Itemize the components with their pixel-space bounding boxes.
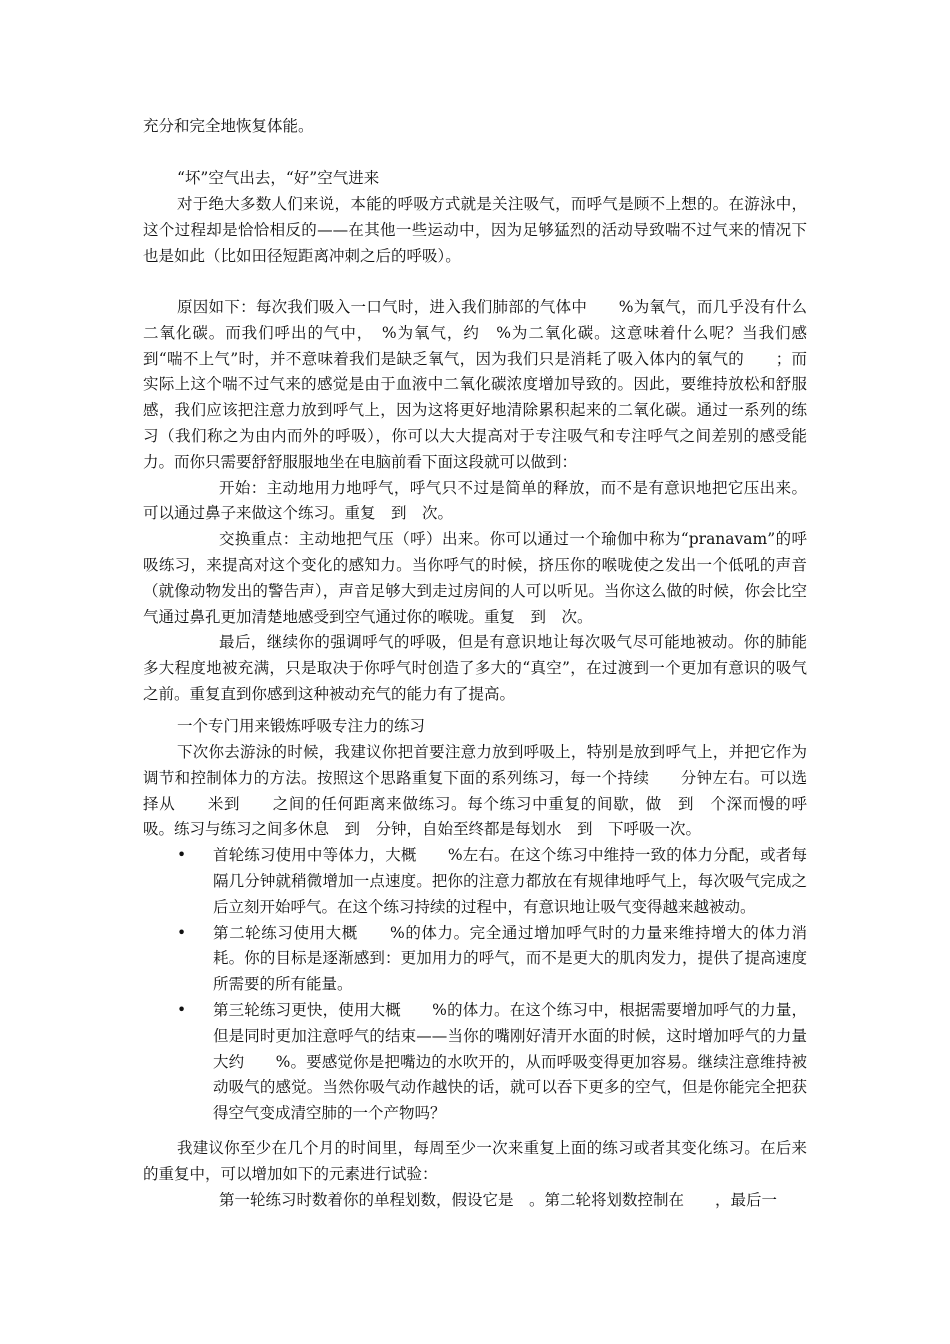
list-item <box>143 843 807 920</box>
paragraph-recovery <box>143 114 807 140</box>
bullet-marker: • <box>177 923 187 942</box>
heading-breathing-exercise: 一个专门用来锻炼呼吸专注力的练习 <box>177 717 426 735</box>
list-item-text: 第三轮练习更快，使用大概 %的体力。在这个练习中，根据需要增加呼气的力量，但是同时更加注意呼气的结束——当你的嘴刚好清开水面的时候，这时增加呼气的力量大约 %。要感觉你是把嘴边的水吹开的，从而呼吸变得更加容易。继续注意维持被动吸气的感觉。当然你吸气动作越快的话，就可以吞下更多的空气，但是你能完全把获得空气变成清空肺的一个产物吗？ <box>213 1000 807 1123</box>
section-exercise <box>143 740 807 1127</box>
list-item-text: 第二轮练习使用大概 %的体力。完全通过增加呼气时的力量来维持增大的体力消耗。你的目标是逐渐感到：更加用力的呼气，而不是更大的肌肉发力，提供了提高速度所需要的所有能量。 <box>213 923 807 994</box>
bullet-marker: • <box>177 1000 187 1019</box>
paragraph-suggestion: 我建议你至少在几个月的时间里，每周至少一次来重复上面的练习或者其变化练习。在后来的重复中，可以增加如下的元素进行试验： <box>143 1139 807 1183</box>
paragraph-reason: 原因如下：每次我们吸入一口气时，进入我们肺部的气体中 %为氧气，而几乎没有什么二氧化碳。而我们呼出的气中， %为氧气，约 %为二氧化碳。这意味着什么呢？当我们感到“喘不上气”时，并不意味着我们是缺乏氧气，因为我们只是消耗了吸入体内的氧气的 ；而实际上这个喘不过气来的感觉是由于血液中二氧化碳浓度增加导致的。因此，要维持放松和舒服感，我们应该把注意力放到呼气上，因为这将更好地清除累积起来的二氧化碳。通过一系列的练习（我们称之为由内而外的呼吸），你可以大大提高对于专注吸气和专注呼气之间差别的感受能力。而你只需要舒舒服服地坐在电脑前看下面这段就可以做到： <box>143 298 807 471</box>
list-item-text: 首轮练习使用中等体力，大概 %左右。在这个练习中维持一致的体力分配，或者每隔几分钟就稍微增加一点速度。把你的注意力都放在有规律地呼气上，每次吸气完成之后立刻开始呼气。在这个练习持续的过程中，有意识地让吸气变得越来越被动。 <box>213 846 807 916</box>
paragraph-start-exercise: 开始：主动地用力地呼气，呼气只不过是简单的释放，而不是有意识地把它压出来。可以通过鼻子来做这个练习。重复 到 次。 <box>143 478 807 523</box>
paragraph-switch-focus: 交换重点：主动地把气压（呼）出来。你可以通过一个瑜伽中称为“pranavam”的呼吸练习，来提高对这个变化的感知力。当你呼气的时候，挤压你的喉咙使之发出一个低吼的声音（就像动物发出的警告声），声音足够大到走过房间的人可以听见。当你这么做的时候，你会比空气通过鼻孔更加清楚地感受到空气通过你的喉咙。重复 到 次。 <box>143 530 807 626</box>
section-reason <box>143 295 807 708</box>
bullet-marker: • <box>177 846 187 865</box>
paragraph-text: 对于绝大多数人们来说，本能的呼吸方式就是关注吸气，而呼气是顾不上想的。在游泳中，这个过程却是恰恰相反的——在其他一些运动中，因为足够猛烈的活动导致喘不过气来的情况下也是如此（比如田径短距离冲刺之后的呼吸）。 <box>143 195 807 265</box>
paragraph-stroke-count: 第一轮练习时数着你的单程划数，假设它是 。第二轮将划数控制在 ，最后一 <box>219 1190 778 1209</box>
list-item <box>143 998 807 1127</box>
paragraph-intro <box>143 192 807 269</box>
heading-bad-air-out: “坏”空气出去，“好”空气进来 <box>177 169 380 187</box>
paragraph-exercise-intro: 下次你去游泳的时候，我建议你把首要注意力放到呼吸上，特别是放到呼气上，并把它作为调节和控制体力的方法。按照这个思路重复下面的系列练习，每一个持续 分钟左右。可以选择从 米到 之间的任何距离来做练习。每个练习中重复的间歇，做 到 个深而慢的呼吸。练习与练习之间多休息 到 分钟，自始至终都是每划水 到 下呼吸一次。 <box>143 743 807 839</box>
paragraph-text: 充分和完全地恢复体能。 <box>143 117 314 135</box>
section-suggestion <box>143 1136 807 1213</box>
list-item <box>143 921 807 998</box>
paragraph-finally: 最后，继续你的强调呼气的呼吸，但是有意识地让每次吸气尽可能地被动。你的肺能多大程度地被充满，只是取决于你呼气时创造了多大的“真空”，在过渡到一个更加有意识的吸气之前。重复直到你感到这种被动充气的能力有了提高。 <box>143 633 807 703</box>
